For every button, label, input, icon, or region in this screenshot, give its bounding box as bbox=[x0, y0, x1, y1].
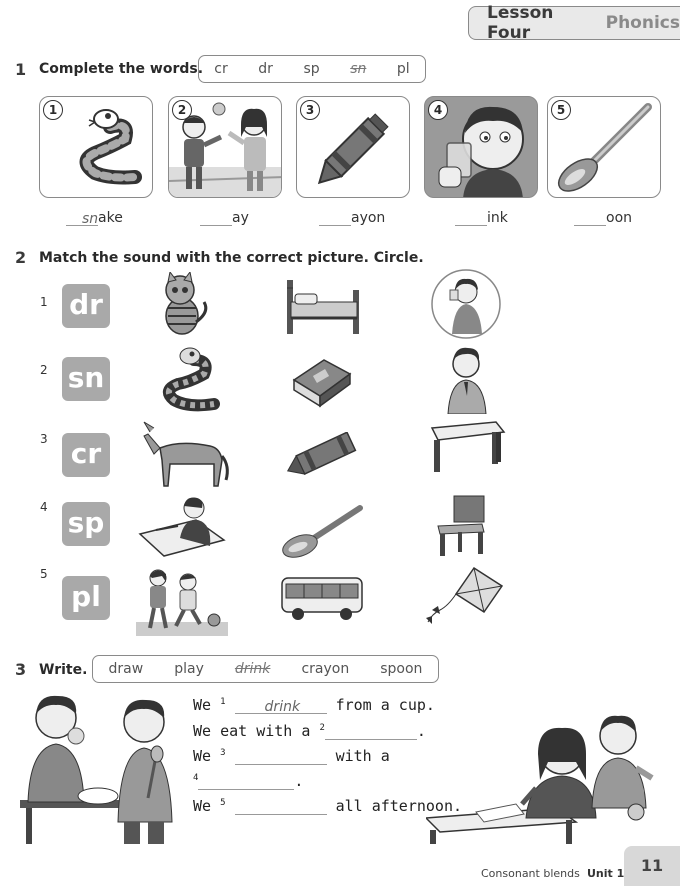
card-number: 2 bbox=[172, 100, 192, 120]
crayon-picture[interactable] bbox=[284, 432, 364, 476]
footer-unit: Unit 1 bbox=[587, 867, 625, 880]
boy-drinking-circled[interactable] bbox=[428, 268, 504, 340]
table-icon[interactable] bbox=[426, 418, 506, 474]
word-bank-item: draw bbox=[108, 661, 144, 677]
bed-icon[interactable] bbox=[283, 276, 363, 336]
exercise-3-number: 3 bbox=[15, 660, 27, 679]
snake-picture[interactable] bbox=[148, 346, 220, 414]
sound-tile-cr: cr bbox=[62, 433, 110, 477]
lesson-topic: Phonics bbox=[605, 13, 680, 33]
horse-icon[interactable] bbox=[140, 420, 232, 488]
book-icon[interactable] bbox=[288, 350, 354, 408]
word-bank-item: dr bbox=[258, 61, 273, 77]
word-bank-item: pl bbox=[396, 61, 410, 77]
boys-eating-icon bbox=[20, 692, 190, 844]
answer-blank-4[interactable] bbox=[198, 773, 294, 790]
row-number: 2 bbox=[40, 363, 48, 377]
bus-icon[interactable] bbox=[278, 574, 366, 622]
sentence-3: We $^3$ with a bbox=[193, 747, 390, 765]
sentence-5: We $^5$ all afternoon. bbox=[193, 797, 463, 815]
sound-tile-dr: dr bbox=[62, 284, 110, 328]
answer-blank-2[interactable] bbox=[325, 723, 417, 740]
word-blank-1[interactable]: snake bbox=[66, 210, 123, 226]
spoon-picture[interactable] bbox=[280, 502, 364, 558]
word-blank-5[interactable]: oon bbox=[574, 210, 632, 226]
sentence-2: We eat with a $^2$ . bbox=[193, 722, 426, 740]
lesson-title: Lesson Four bbox=[487, 3, 554, 43]
footer-section: Consonant blends bbox=[481, 867, 580, 880]
chair-icon[interactable] bbox=[432, 494, 490, 558]
sentence-4: $^4$ . bbox=[193, 772, 304, 790]
page-number: 11 bbox=[624, 846, 680, 886]
sentence-1: We $^1$ drink from a cup. bbox=[193, 696, 435, 715]
word-blank-3[interactable]: ayon bbox=[319, 210, 385, 226]
answer-handwritten: drink bbox=[264, 699, 301, 715]
word-bank-item: spoon bbox=[380, 661, 423, 677]
answer-blank-3[interactable] bbox=[235, 748, 327, 765]
card-number: 1 bbox=[43, 100, 63, 120]
sound-tile-pl: pl bbox=[62, 576, 110, 620]
exercise-3-title: Write. bbox=[39, 662, 88, 678]
sound-tile-sn: sn bbox=[62, 357, 110, 401]
row-number: 4 bbox=[40, 500, 48, 514]
row-number: 3 bbox=[40, 432, 48, 446]
answer-blank-1[interactable] bbox=[235, 697, 327, 714]
word-bank-item: cr bbox=[214, 61, 228, 77]
exercise-1-title: Complete the words. bbox=[39, 61, 204, 77]
sound-tile-sp: sp bbox=[62, 502, 110, 546]
card-number: 3 bbox=[300, 100, 320, 120]
word-bank-item: play bbox=[174, 661, 204, 677]
exercise-3-word-bank bbox=[92, 655, 439, 683]
word-bank-item-crossed: drink bbox=[234, 661, 271, 677]
exercise-2-title: Match the sound with the correct picture. Circle. bbox=[39, 250, 424, 266]
word-blank-2[interactable]: ay bbox=[200, 210, 249, 226]
man-icon[interactable] bbox=[444, 344, 492, 414]
answer-handwritten: sn bbox=[82, 211, 99, 227]
exercise-1-word-bank bbox=[198, 55, 426, 83]
boy-writing-icon[interactable] bbox=[136, 494, 228, 562]
card-number: 5 bbox=[551, 100, 571, 120]
row-number: 5 bbox=[40, 567, 48, 581]
lesson-header-tab bbox=[468, 3, 680, 43]
exercise-2-number: 2 bbox=[15, 248, 27, 267]
exercise-1-number: 1 bbox=[15, 60, 27, 79]
children-drawing-icon bbox=[426, 708, 660, 844]
word-blank-4[interactable]: ink bbox=[455, 210, 508, 226]
word-bank-item: sp bbox=[303, 61, 320, 77]
row-number: 1 bbox=[40, 295, 48, 309]
answer-blank-5[interactable] bbox=[235, 798, 327, 815]
kite-icon[interactable] bbox=[422, 566, 506, 634]
children-playing-picture[interactable] bbox=[136, 568, 228, 636]
word-bank-item: crayon bbox=[301, 661, 350, 677]
cat-icon[interactable] bbox=[150, 272, 210, 338]
card-number: 4 bbox=[428, 100, 448, 120]
word-bank-item-crossed: sn bbox=[350, 61, 367, 77]
